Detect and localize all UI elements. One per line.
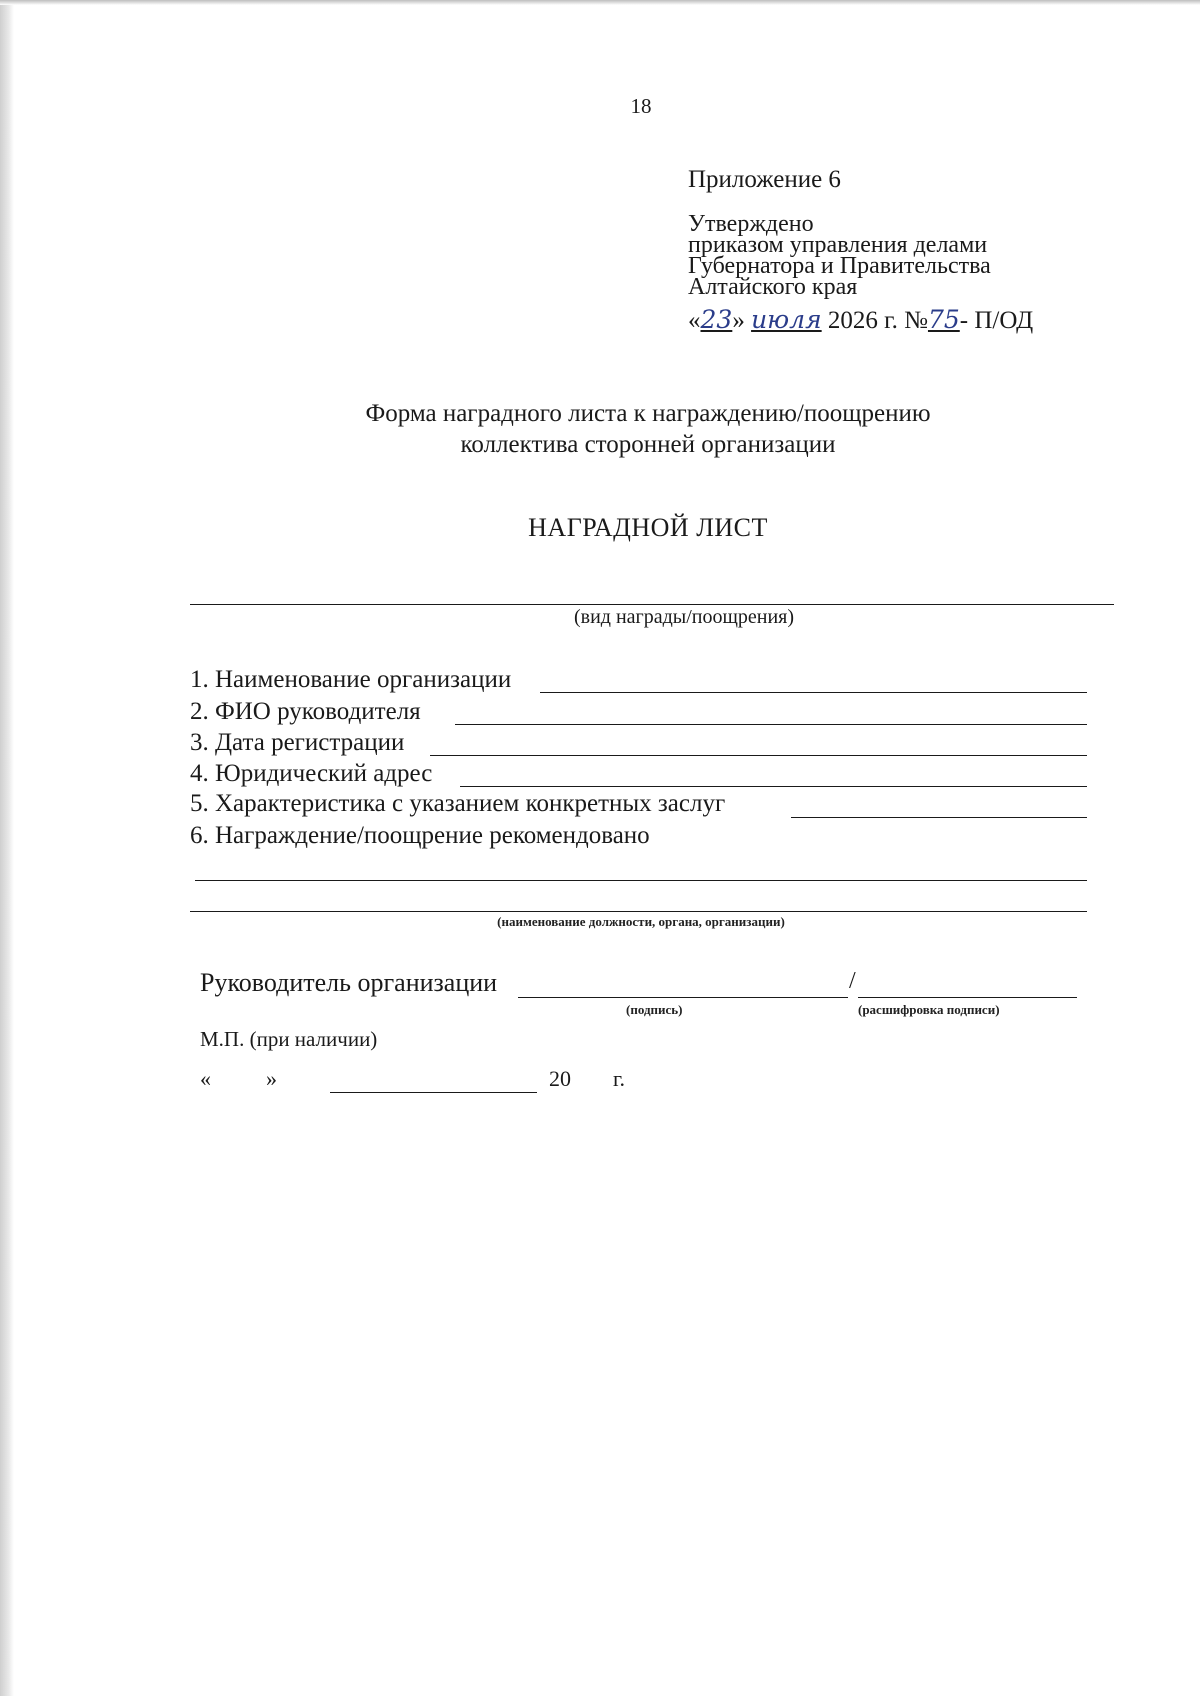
date-quote-close: » (732, 307, 745, 334)
recommended-by-line-2[interactable] (190, 911, 1087, 912)
award-type-hint: (вид награды/поощрения) (573, 606, 795, 628)
page-number: 18 (630, 94, 652, 118)
field-organization-name: 1. Наименование организации (190, 666, 512, 693)
signature-line[interactable] (518, 997, 848, 998)
signature-decoding-line[interactable] (858, 997, 1077, 998)
date-quote-open: « (200, 1066, 211, 1091)
signature-label: Руководитель организации (200, 968, 498, 997)
order-suffix: - П/ОД (959, 307, 1034, 334)
merits-line[interactable] (791, 817, 1087, 818)
recommended-by-line[interactable] (195, 880, 1087, 881)
form-title-line: Форма наградного листа к награждению/поощрению (365, 400, 931, 427)
recommendation-hint: (наименование должности, органа, организации) (497, 914, 785, 929)
date-quote-open: « (688, 307, 701, 334)
date-quote-close: » (266, 1066, 277, 1091)
field-recommended-by: 6. Награждение/поощрение рекомендовано (190, 822, 650, 849)
approval-line: Губернатора и Правительства (688, 253, 991, 279)
signature-decoding-hint: (расшифровка подписи) (858, 1002, 1000, 1017)
date-year: 2026 г. № (827, 307, 928, 334)
handwritten-order-number: 75 (927, 305, 960, 334)
appendix-label: Приложение 6 (688, 166, 841, 193)
head-name-line[interactable] (455, 724, 1087, 725)
form-title (0, 398, 1200, 460)
registration-date-line[interactable] (430, 755, 1087, 756)
field-head-name: 2. ФИО руководителя (190, 698, 421, 725)
signature-hint: (подпись) (626, 1002, 683, 1017)
date-month-line[interactable] (330, 1092, 537, 1093)
organization-name-line[interactable] (540, 692, 1087, 693)
field-merits: 5. Характеристика с указанием конкретных заслуг (190, 790, 726, 817)
scan-edge-top (0, 0, 1200, 5)
legal-address-line[interactable] (460, 786, 1087, 787)
handwritten-month: июля (751, 305, 822, 334)
approval-block (688, 211, 991, 300)
form-title-line: коллектива сторонней организации (460, 431, 836, 458)
stamp-label: М.П. (при наличии) (200, 1027, 378, 1051)
field-legal-address: 4. Юридический адрес (190, 760, 433, 787)
signature-slash: / (849, 968, 856, 994)
date-year-suffix: г. (613, 1066, 626, 1091)
approval-line: приказом управления делами (688, 232, 988, 258)
award-type-line[interactable] (190, 604, 1114, 605)
approval-line: Алтайского края (688, 274, 858, 300)
approval-date-line (688, 305, 1033, 335)
handwritten-day: 23 (700, 305, 733, 334)
date-century: 20 (549, 1066, 571, 1091)
scan-edge-left (0, 0, 14, 1696)
document-heading: НАГРАДНОЙ ЛИСТ (528, 513, 768, 542)
approval-line: Утверждено (688, 211, 814, 237)
field-registration-date: 3. Дата регистрации (190, 729, 405, 756)
